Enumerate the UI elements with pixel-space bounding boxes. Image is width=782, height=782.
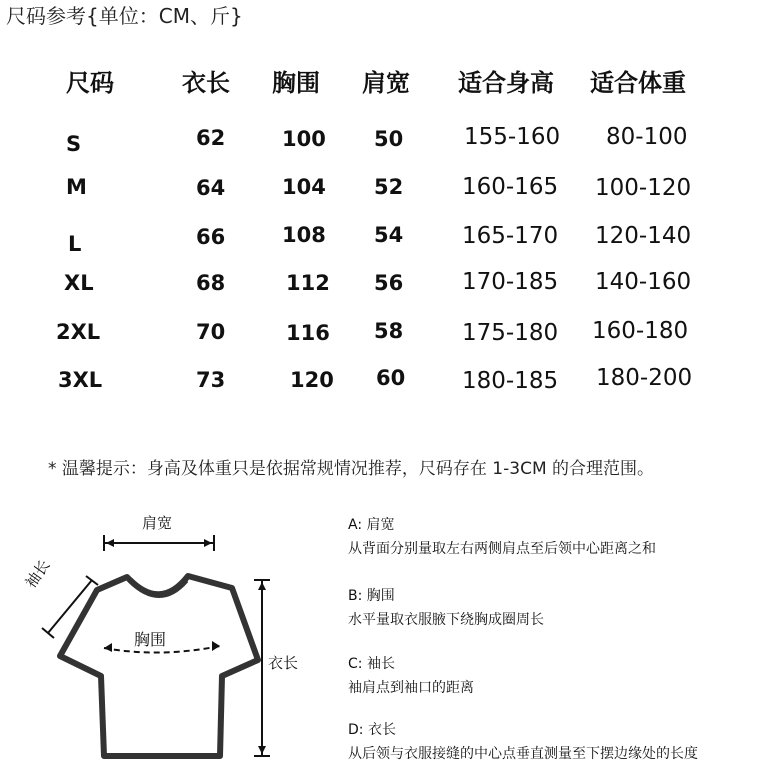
cell-shoulder: 50 xyxy=(374,127,404,151)
cell-weight: 140-160 xyxy=(595,269,692,295)
cell-height: 160-165 xyxy=(462,174,559,200)
legend-desc-d: 从后领与衣服接缝的中心点垂直测量至下摆边缘处的长度 xyxy=(348,746,698,762)
cell-shoulder: 54 xyxy=(374,223,404,247)
page-caption: 尺码参考{单位：CM、斤} xyxy=(6,4,243,28)
cell-size: L xyxy=(68,232,82,256)
sleeve-label: 袖长 xyxy=(21,556,54,592)
cell-size: XL xyxy=(64,271,94,295)
header-weight: 适合体重 xyxy=(590,69,686,97)
cell-height: 165-170 xyxy=(462,223,559,249)
cell-shoulder: 56 xyxy=(374,271,404,295)
cell-weight: 180-200 xyxy=(596,365,693,391)
length-label: 衣长 xyxy=(268,654,299,672)
tip-text: * 温馨提示：身高及体重只是依据常规情况推荐，尺码存在 1-3CM 的合理范围。 xyxy=(48,459,655,479)
cell-weight: 160-180 xyxy=(592,318,689,344)
cell-chest: 108 xyxy=(282,223,326,247)
shoulder-label: 肩宽 xyxy=(142,514,173,532)
cell-size: M xyxy=(66,175,87,199)
cell-shoulder: 58 xyxy=(374,319,404,343)
chest-label: 胸围 xyxy=(134,630,167,649)
cell-shoulder: 52 xyxy=(374,175,404,199)
chest-arrow-left xyxy=(104,643,112,652)
legend-desc-a: 从背面分别量取左右两侧肩点至后领中心距离之和 xyxy=(348,541,656,557)
legend-title-d: D: 衣长 xyxy=(348,722,396,738)
header-size: 尺码 xyxy=(66,69,114,97)
cell-length: 70 xyxy=(196,320,226,344)
cell-size: 3XL xyxy=(58,368,103,392)
cell-chest: 116 xyxy=(286,321,330,345)
shoulder-arrow xyxy=(104,535,214,551)
header-chest: 胸围 xyxy=(272,69,320,97)
cell-weight: 120-140 xyxy=(595,223,692,249)
chest-arrow-right xyxy=(212,641,220,651)
cell-weight: 80-100 xyxy=(606,124,688,150)
cell-weight: 100-120 xyxy=(595,175,692,201)
legend-title-a: A: 肩宽 xyxy=(348,517,395,533)
cell-chest: 112 xyxy=(286,271,330,295)
cell-shoulder: 60 xyxy=(376,366,406,390)
cell-chest: 120 xyxy=(290,368,334,392)
cell-length: 64 xyxy=(196,176,226,200)
header-height: 适合身高 xyxy=(458,69,554,97)
cell-length: 66 xyxy=(196,225,226,249)
cell-chest: 100 xyxy=(282,127,326,151)
legend-title-b: B: 胸围 xyxy=(348,588,395,604)
cell-length: 62 xyxy=(196,126,226,150)
cell-height: 175-180 xyxy=(462,320,559,346)
legend-title-c: C: 袖长 xyxy=(348,656,395,672)
tshirt-outline xyxy=(60,576,258,756)
collar xyxy=(130,580,186,595)
cell-chest: 104 xyxy=(282,175,326,199)
legend-desc-c: 袖肩点到袖口的距离 xyxy=(348,680,474,696)
cell-height: 180-185 xyxy=(462,368,559,394)
header-shoulder: 肩宽 xyxy=(362,69,410,97)
cell-height: 155-160 xyxy=(464,124,561,150)
header-length: 衣长 xyxy=(182,69,230,97)
cell-length: 68 xyxy=(196,271,226,295)
cell-size: S xyxy=(66,132,82,156)
cell-height: 170-185 xyxy=(462,269,559,295)
cell-length: 73 xyxy=(196,368,226,392)
cell-size: 2XL xyxy=(56,320,101,344)
legend-desc-b: 水平量取衣服腋下绕胸成圈周长 xyxy=(348,612,544,628)
